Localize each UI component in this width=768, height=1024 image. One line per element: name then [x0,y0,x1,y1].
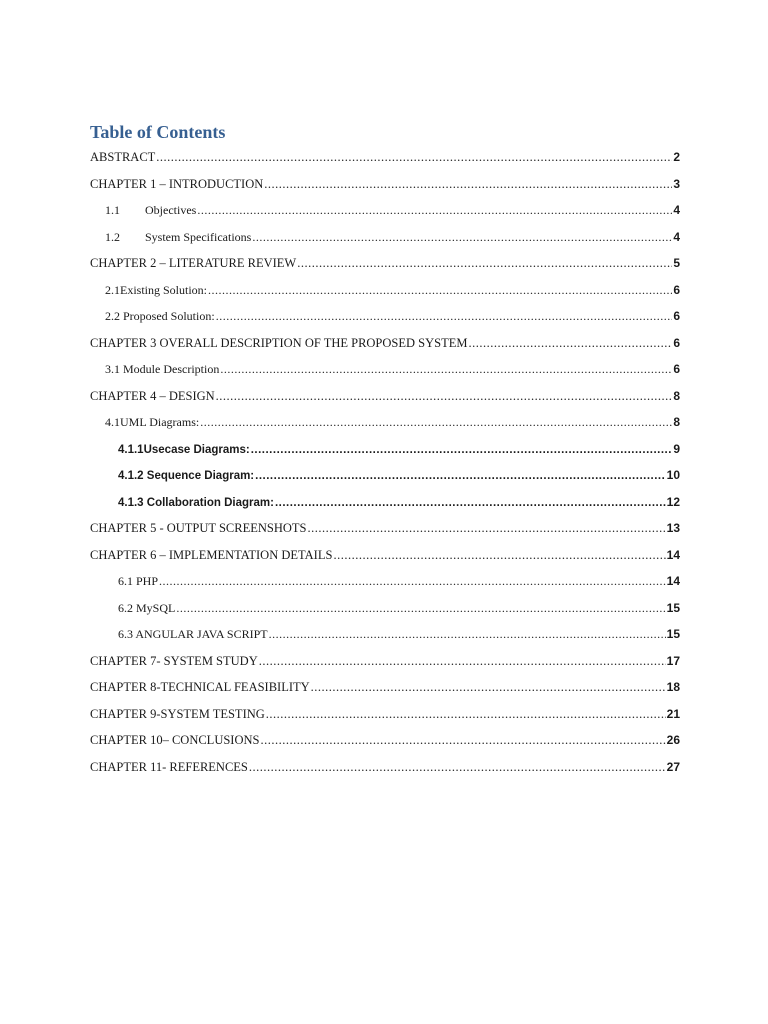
toc-page-number: 14 [666,574,680,588]
toc-entry-text: 2.2 Proposed Solution: [105,309,215,323]
toc-entry-text: CHAPTER 2 – LITERATURE REVIEW [90,256,297,270]
toc-entry-4-1-3[interactable] [90,489,680,516]
toc-dot-leader [216,383,673,410]
toc-entry-text: CHAPTER 6 – IMPLEMENTATION DETAILS [90,547,333,562]
toc-page-number: 27 [666,759,680,774]
toc-dot-leader [176,595,665,622]
toc-entry-1-1[interactable] [90,197,680,224]
toc-page-number: 9 [673,441,680,456]
toc-page-number: 26 [666,733,680,747]
toc-page-number: 6 [673,282,680,297]
toc-dot-leader [266,701,666,728]
toc-entry-text: 4.1.2 Sequence Diagram: [118,470,255,482]
toc-entry-chapter-2[interactable] [90,250,680,277]
toc-page-number: 3 [673,176,680,191]
toc-entry-text: 6.2 MySQL [118,600,176,615]
toc-page-number: 4 [673,229,680,244]
toc-page-number: 6 [673,335,680,350]
toc-dot-leader [259,648,666,675]
toc-entry-text: System Specifications [145,229,252,244]
toc-dot-leader [468,330,672,357]
toc-dot-leader [220,356,672,383]
toc-entry-number: 1.1 [105,203,120,217]
toc-dot-leader [252,224,672,251]
toc-entry-text: CHAPTER 7- SYSTEM STUDY [90,653,258,668]
toc-dot-leader [260,727,665,754]
toc-entry-text: 2.1Existing Solution: [105,282,208,297]
toc-dot-leader [255,463,665,490]
toc-dot-leader [307,515,665,542]
toc-entry-chapter-7[interactable] [90,648,680,675]
toc-entry-text: CHAPTER 11- REFERENCES [90,759,248,774]
toc-page-number: 8 [673,388,680,403]
toc-page-number: 6 [673,309,680,323]
toc-dot-leader [249,754,666,781]
toc-entry-text: 4.1UML Diagrams: [105,415,200,429]
toc-dot-leader [297,250,672,277]
toc-entry-text: Objectives [145,203,197,217]
toc-page-number: 2 [673,150,680,164]
toc-page-number: 15 [666,600,680,615]
toc-entry-2-2[interactable] [90,303,680,330]
toc-dot-leader [200,409,672,436]
toc-list [90,144,680,780]
toc-entry-chapter-11[interactable] [90,754,680,781]
toc-entry-text: CHAPTER 5 - OUTPUT SCREENSHOTS [90,521,307,535]
toc-page-number: 15 [666,627,680,641]
toc-entry-text: 4.1.1Usecase Diagrams: [118,443,250,456]
toc-page-number: 13 [666,521,680,535]
toc-page-number: 14 [666,547,680,562]
toc-dot-leader [275,490,666,517]
toc-entry-number: 1.2 [105,229,120,244]
toc-entry-6-1[interactable] [90,568,680,595]
toc-entry-chapter-1[interactable] [90,171,680,198]
toc-entry-text: CHAPTER 10– CONCLUSIONS [90,733,260,747]
toc-entry-text: CHAPTER 1 – INTRODUCTION [90,176,264,191]
toc-entry-chapter-3[interactable] [90,330,680,357]
toc-entry-text: CHAPTER 9-SYSTEM TESTING [90,706,265,721]
toc-entry-text: ABSTRACT [90,150,156,164]
toc-entry-1-2[interactable] [90,224,680,251]
toc-entry-text: 3.1 Module Description [105,362,220,376]
toc-page-number: 12 [666,494,680,509]
toc-entry-chapter-9[interactable] [90,701,680,728]
toc-dot-leader [208,277,672,304]
toc-entry-text: CHAPTER 8-TECHNICAL FEASIBILITY [90,680,310,694]
toc-entry-2-1[interactable] [90,277,680,304]
toc-entry-chapter-4[interactable] [90,383,680,410]
toc-dot-leader [269,621,666,648]
toc-page-number: 18 [666,680,680,694]
toc-entry-text: 4.1.3 Collaboration Diagram: [118,496,274,509]
toc-page-number: 6 [673,362,680,376]
toc-entry-chapter-8[interactable] [90,674,680,701]
toc-entry-6-2[interactable] [90,595,680,622]
toc-entry-chapter-5[interactable] [90,515,680,542]
toc-dot-leader [197,197,672,224]
toc-page-number: 8 [673,415,680,429]
toc-dot-leader [216,303,673,330]
toc-page-number: 10 [666,468,680,482]
toc-dot-leader [264,171,672,198]
toc-entry-4-1[interactable] [90,409,680,436]
toc-dot-leader [311,674,666,701]
toc-entry-3-1[interactable] [90,356,680,383]
toc-entry-6-3[interactable] [90,621,680,648]
toc-entry-chapter-6[interactable] [90,542,680,569]
toc-page-number: 4 [673,203,680,217]
toc-dot-leader [156,144,672,171]
toc-dot-leader [159,568,666,595]
toc-entry-chapter-10[interactable] [90,727,680,754]
toc-entry-text: 6.1 PHP [118,574,159,588]
toc-page-number: 17 [666,653,680,668]
toc-entry-abstract[interactable] [90,144,680,171]
toc-page-number: 5 [673,256,680,270]
toc-entry-text: 6.3 ANGULAR JAVA SCRIPT [118,627,268,641]
toc-entry-text: CHAPTER 3 OVERALL DESCRIPTION OF THE PROPOSED SYSTEM [90,335,468,350]
toc-entry-text: CHAPTER 4 – DESIGN [90,388,215,403]
toc-page-number: 21 [666,706,680,721]
toc-entry-4-1-2[interactable] [90,462,680,489]
toc-entry-4-1-1[interactable] [90,436,680,463]
toc-title: Table of Contents [90,122,226,142]
toc-dot-leader [251,437,673,464]
toc-dot-leader [333,542,665,569]
